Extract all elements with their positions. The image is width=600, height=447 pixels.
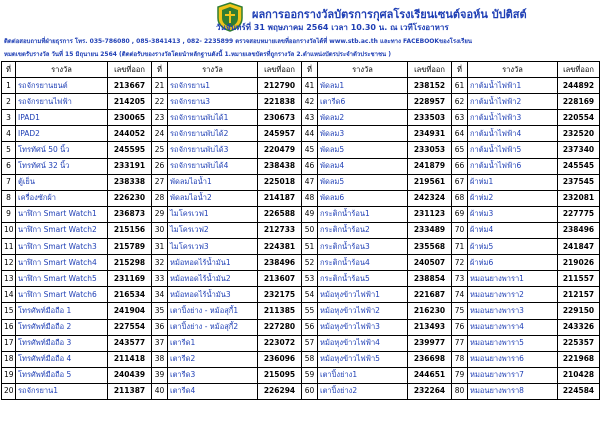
ticket-cell: 227554 (108, 319, 152, 335)
table-row (2, 239, 600, 255)
ticket-cell: 220479 (258, 142, 302, 158)
prize-cell: เตาปิ้งย่าง - หม้อสุกี้1 (168, 303, 258, 319)
prize-cell: เตาปิ้งย่าง1 (318, 367, 408, 383)
column-header: ที่ (302, 62, 318, 78)
rank-cell: 18 (2, 351, 16, 367)
prize-cell: โทรทัศน์ 32 นิ้ว (16, 158, 108, 174)
ticket-cell: 232520 (558, 126, 600, 142)
prize-cell: พัดลม1 (318, 78, 408, 94)
ticket-cell: 236873 (108, 206, 152, 222)
rank-cell: 34 (152, 287, 168, 303)
rank-cell: 7 (2, 174, 16, 190)
rank-cell: 67 (452, 174, 468, 190)
rank-cell: 19 (2, 367, 16, 383)
ticket-cell: 237340 (558, 142, 600, 158)
prize-cell: IPAD1 (16, 110, 108, 126)
ticket-cell: 216534 (108, 287, 152, 303)
prize-cell: เตารีด2 (168, 351, 258, 367)
prize-cell: พัดลม6 (318, 190, 408, 206)
ticket-cell: 233053 (408, 142, 452, 158)
ticket-cell: 224381 (258, 239, 302, 255)
rank-cell: 20 (2, 383, 16, 399)
prize-cell: หม้อทอดไร้น้ำมัน1 (168, 255, 258, 271)
prize-cell: หม้อหุงข้าวไฟฟ้า1 (318, 287, 408, 303)
prize-cell: พัดลม2 (318, 110, 408, 126)
prize-cell: รถจักรยานพับได้1 (168, 110, 258, 126)
rank-cell: 74 (452, 287, 468, 303)
rank-cell: 51 (302, 239, 318, 255)
prize-cell: กระติกน้ำร้อน4 (318, 255, 408, 271)
header (0, 0, 600, 60)
ticket-cell: 211418 (108, 351, 152, 367)
prize-cell: พัดลม5 (318, 142, 408, 158)
prize-cell: โทรทัศน์ 50 นิ้ว (16, 142, 108, 158)
rank-cell: 12 (2, 255, 16, 271)
ticket-cell: 216230 (408, 303, 452, 319)
rank-cell: 16 (2, 319, 16, 335)
rank-cell: 24 (152, 126, 168, 142)
prize-cell: หม้อหุงข้าวไฟฟ้า2 (318, 303, 408, 319)
ticket-cell: 236698 (408, 351, 452, 367)
table-row (2, 94, 600, 110)
ticket-cell: 239977 (408, 335, 452, 351)
ticket-cell: 240507 (408, 255, 452, 271)
ticket-cell: 212733 (258, 222, 302, 238)
rank-cell: 25 (152, 142, 168, 158)
prize-cell: หมอนยางพารา8 (468, 383, 558, 399)
rank-cell: 66 (452, 158, 468, 174)
ticket-cell: 214205 (108, 94, 152, 110)
table-row (2, 110, 600, 126)
ticket-cell: 219026 (558, 255, 600, 271)
ticket-cell: 226230 (108, 190, 152, 206)
ticket-cell: 230065 (108, 110, 152, 126)
ticket-cell: 220554 (558, 110, 600, 126)
rank-cell: 10 (2, 222, 16, 238)
prize-cell: ผ้าห่ม2 (468, 190, 558, 206)
rank-cell: 22 (152, 94, 168, 110)
ticket-cell: 212157 (558, 287, 600, 303)
column-header: เลขที่ออก (558, 62, 600, 78)
rank-cell: 9 (2, 206, 16, 222)
prize-cell: กาต้มน้ำไฟฟ้า5 (468, 142, 558, 158)
ticket-cell: 215095 (258, 367, 302, 383)
prize-cell: หมอนยางพารา6 (468, 351, 558, 367)
column-header: ที่ (452, 62, 468, 78)
table-row (2, 222, 600, 238)
prize-cell: พัดลม3 (318, 126, 408, 142)
prize-cell: รถจักรยาน1 (168, 78, 258, 94)
table-row (2, 319, 600, 335)
prize-cell: หม้อทอดไร้น้ำมัน2 (168, 271, 258, 287)
prize-cell: นาฬิกา Smart Watch4 (16, 255, 108, 271)
ticket-cell: 244052 (108, 126, 152, 142)
rank-cell: 44 (302, 126, 318, 142)
rank-cell: 79 (452, 367, 468, 383)
rank-cell: 17 (2, 335, 16, 351)
draw-date: วันจันทร์ที่ 31 พฤษภาคม 2564 เวลา 10.30 น. ณ เวทีโรงอาหาร (216, 23, 449, 32)
rank-cell: 5 (2, 142, 16, 158)
prize-cell: หม้อทอดไร้น้ำมัน3 (168, 287, 258, 303)
ticket-cell: 227280 (258, 319, 302, 335)
ticket-cell: 229150 (558, 303, 600, 319)
prize-cell: เตาปิ้งย่าง2 (318, 383, 408, 399)
ticket-cell: 228169 (558, 94, 600, 110)
prize-cell: ตู้เย็น (16, 174, 108, 190)
prize-cell: นาฬิกา Smart Watch2 (16, 222, 108, 238)
rank-cell: 52 (302, 255, 318, 271)
rank-cell: 41 (302, 78, 318, 94)
prize-cell: ผ้าห่ม1 (468, 174, 558, 190)
rank-cell: 69 (452, 206, 468, 222)
rank-cell: 42 (302, 94, 318, 110)
ticket-cell: 211557 (558, 271, 600, 287)
rank-cell: 58 (302, 351, 318, 367)
rank-cell: 61 (452, 78, 468, 94)
ticket-cell: 211387 (108, 383, 152, 399)
rank-cell: 60 (302, 383, 318, 399)
column-header: ที่ (152, 62, 168, 78)
prize-cell: พัดลม4 (318, 158, 408, 174)
prize-cell: ผ้าห่ม5 (468, 239, 558, 255)
table-row (2, 126, 600, 142)
ticket-cell: 238496 (558, 222, 600, 238)
rank-cell: 76 (452, 319, 468, 335)
rank-cell: 3 (2, 110, 16, 126)
table-row (2, 255, 600, 271)
ticket-cell: 243577 (108, 335, 152, 351)
ticket-cell: 221838 (258, 94, 302, 110)
rank-cell: 71 (452, 239, 468, 255)
prize-cell: รถจักรยานพับได้2 (168, 126, 258, 142)
rank-cell: 55 (302, 303, 318, 319)
table-row (2, 303, 600, 319)
column-header: เลขที่ออก (408, 62, 452, 78)
table-row (2, 383, 600, 399)
prize-cell: เตารีด4 (168, 383, 258, 399)
rank-cell: 31 (152, 239, 168, 255)
ticket-cell: 245595 (108, 142, 152, 158)
ticket-cell: 225357 (558, 335, 600, 351)
table-row (2, 367, 600, 383)
table-row (2, 335, 600, 351)
prize-cell: กระติกน้ำร้อน1 (318, 206, 408, 222)
ticket-cell: 213667 (108, 78, 152, 94)
ticket-cell: 226294 (258, 383, 302, 399)
prize-cell: พัดลมไอน้ำ2 (168, 190, 258, 206)
prize-cell: เตารีด3 (168, 367, 258, 383)
prize-cell: หมอนยางพารา7 (468, 367, 558, 383)
table-row (2, 271, 600, 287)
prize-cell: นาฬิกา Smart Watch6 (16, 287, 108, 303)
prize-cell: กาต้มน้ำไฟฟ้า3 (468, 110, 558, 126)
rank-cell: 14 (2, 287, 16, 303)
prize-cell: เตาปิ้งย่าง - หม้อสุกี้2 (168, 319, 258, 335)
ticket-cell: 245957 (258, 126, 302, 142)
ticket-cell: 238496 (258, 255, 302, 271)
prize-cell: รถจักรยานยนต์ (16, 78, 108, 94)
rank-cell: 65 (452, 142, 468, 158)
rank-cell: 53 (302, 271, 318, 287)
prize-cell: พัดลม5 (318, 174, 408, 190)
ticket-cell: 231169 (108, 271, 152, 287)
table-row (2, 142, 600, 158)
ticket-cell: 236096 (258, 351, 302, 367)
rank-cell: 2 (2, 94, 16, 110)
rank-cell: 33 (152, 271, 168, 287)
ticket-cell: 215298 (108, 255, 152, 271)
table-row (2, 174, 600, 190)
page-title: ผลการออกรางวัลบัตรการกุศลโรงเรียนเซนต์จอห์น บัปติสต์ (252, 8, 527, 21)
column-header: ที่ (2, 62, 16, 78)
ticket-cell: 219561 (408, 174, 452, 190)
rank-cell: 6 (2, 158, 16, 174)
rank-cell: 30 (152, 222, 168, 238)
column-header: รางวัล (16, 62, 108, 78)
ticket-cell: 228957 (408, 94, 452, 110)
prize-cell: กาต้มน้ำไฟฟ้า4 (468, 126, 558, 142)
ticket-cell: 233503 (408, 110, 452, 126)
prize-cell: ไมโครเวฟ2 (168, 222, 258, 238)
rank-cell: 40 (152, 383, 168, 399)
rank-cell: 21 (152, 78, 168, 94)
ticket-cell: 232264 (408, 383, 452, 399)
rank-cell: 26 (152, 158, 168, 174)
ticket-cell: 213493 (408, 319, 452, 335)
ticket-cell: 245545 (558, 158, 600, 174)
rank-cell: 73 (452, 271, 468, 287)
rank-cell: 75 (452, 303, 468, 319)
prize-cell: หมอนยางพารา5 (468, 335, 558, 351)
prize-cell: กระติกน้ำร้อน5 (318, 271, 408, 287)
rank-cell: 45 (302, 142, 318, 158)
prize-cell: หมอนยางพารา2 (468, 287, 558, 303)
table-body (2, 78, 600, 400)
prize-cell: ผ้าห่ม4 (468, 222, 558, 238)
prize-cell: โทรศัพท์มือถือ 3 (16, 335, 108, 351)
table-header-row (2, 62, 600, 78)
table-row (2, 78, 600, 94)
rank-cell: 50 (302, 222, 318, 238)
prize-cell: โทรศัพท์มือถือ 1 (16, 303, 108, 319)
contact-info: ติดต่อสอบถามที่ฝ่ายธุรการ โทร. 035-786080 , 085-3841413 , 082- 2235899 ตรวจสอบหมายเลขที่ออกรางวัลได้ที่ www.stb.ac.th และทาง FACEBOOKของโรงเรียน (4, 38, 472, 45)
rank-cell: 29 (152, 206, 168, 222)
rank-cell: 80 (452, 383, 468, 399)
rank-cell: 27 (152, 174, 168, 190)
rank-cell: 59 (302, 367, 318, 383)
column-header: รางวัล (318, 62, 408, 78)
ticket-cell: 210428 (558, 367, 600, 383)
ticket-cell: 225018 (258, 174, 302, 190)
prize-cell: นาฬิกา Smart Watch1 (16, 206, 108, 222)
prize-cell: IPAD2 (16, 126, 108, 142)
ticket-cell: 235568 (408, 239, 452, 255)
prize-cell: เครื่องซักผ้า (16, 190, 108, 206)
rank-cell: 36 (152, 319, 168, 335)
prize-cell: รถจักรยาน1 (16, 383, 108, 399)
prize-cell: นาฬิกา Smart Watch5 (16, 271, 108, 287)
rank-cell: 57 (302, 335, 318, 351)
ticket-cell: 240439 (108, 367, 152, 383)
ticket-cell: 237545 (558, 174, 600, 190)
rank-cell: 38 (152, 351, 168, 367)
prize-cell: หมอนยางพารา4 (468, 319, 558, 335)
prize-cell: ไมโครเวฟ1 (168, 206, 258, 222)
ticket-cell: 233489 (408, 222, 452, 238)
rank-cell: 15 (2, 303, 16, 319)
column-header: เลขที่ออก (108, 62, 152, 78)
ticket-cell: 238152 (408, 78, 452, 94)
ticket-cell: 242324 (408, 190, 452, 206)
rank-cell: 48 (302, 190, 318, 206)
ticket-cell: 241847 (558, 239, 600, 255)
ticket-cell: 221968 (558, 351, 600, 367)
rank-cell: 62 (452, 94, 468, 110)
prize-cell: หมอนยางพารา1 (468, 271, 558, 287)
rank-cell: 37 (152, 335, 168, 351)
rank-cell: 39 (152, 367, 168, 383)
prize-table (1, 61, 600, 400)
prize-cell: กาต้มน้ำไฟฟ้า2 (468, 94, 558, 110)
ticket-cell: 231123 (408, 206, 452, 222)
ticket-cell: 238338 (108, 174, 152, 190)
rank-cell: 11 (2, 239, 16, 255)
prize-cell: รถจักรยานพับได้4 (168, 158, 258, 174)
rank-cell: 56 (302, 319, 318, 335)
ticket-cell: 234931 (408, 126, 452, 142)
rank-cell: 54 (302, 287, 318, 303)
ticket-cell: 212790 (258, 78, 302, 94)
prize-cell: ผ้าห่ม6 (468, 255, 558, 271)
rank-cell: 28 (152, 190, 168, 206)
ticket-cell: 214187 (258, 190, 302, 206)
prize-cell: โทรศัพท์มือถือ 4 (16, 351, 108, 367)
rank-cell: 68 (452, 190, 468, 206)
prize-cell: โทรศัพท์มือถือ 2 (16, 319, 108, 335)
prize-cell: พัดลมไอน้ำ1 (168, 174, 258, 190)
ticket-cell: 211385 (258, 303, 302, 319)
ticket-cell: 221687 (408, 287, 452, 303)
ticket-cell: 243326 (558, 319, 600, 335)
prize-cell: ไมโครเวฟ3 (168, 239, 258, 255)
table-row (2, 158, 600, 174)
column-header: เลขที่ออก (258, 62, 302, 78)
rank-cell: 4 (2, 126, 16, 142)
ticket-cell: 241904 (108, 303, 152, 319)
ticket-cell: 230673 (258, 110, 302, 126)
prize-cell: ผ้าห่ม3 (468, 206, 558, 222)
prize-cell: รถจักรยานไฟฟ้า (16, 94, 108, 110)
prize-cell: รถจักรยานพับได้3 (168, 142, 258, 158)
column-header: รางวัล (468, 62, 558, 78)
table-row (2, 190, 600, 206)
ticket-cell: 244892 (558, 78, 600, 94)
ticket-cell: 215789 (108, 239, 152, 255)
rank-cell: 35 (152, 303, 168, 319)
ticket-cell: 227775 (558, 206, 600, 222)
ticket-cell: 232175 (258, 287, 302, 303)
prize-cell: หม้อหุงข้าวไฟฟ้า4 (318, 335, 408, 351)
ticket-cell: 232081 (558, 190, 600, 206)
ticket-cell: 233191 (108, 158, 152, 174)
prize-cell: กาต้มน้ำไฟฟ้า1 (468, 78, 558, 94)
rank-cell: 64 (452, 126, 468, 142)
rank-cell: 32 (152, 255, 168, 271)
prize-cell: หมอนยางพารา3 (468, 303, 558, 319)
claim-deadline: หมดเขตรับรางวัล วันที่ 15 มิถุนายน 2564 (ติดต่อรับของรางวัลโดยนำหลักฐานดังนี้ 1.หมายเลขบัตรที่ถูกรางวัล 2.ตำแหน่งบัตรประจำตัวประชาชน ) (4, 51, 391, 58)
ticket-cell: 226588 (258, 206, 302, 222)
rank-cell: 46 (302, 158, 318, 174)
prize-cell: กระติกน้ำร้อน2 (318, 222, 408, 238)
ticket-cell: 244651 (408, 367, 452, 383)
prize-cell: รถจักรยาน3 (168, 94, 258, 110)
prize-cell: เตารีด6 (318, 94, 408, 110)
rank-cell: 23 (152, 110, 168, 126)
prize-cell: หม้อหุงข้าวไฟฟ้า3 (318, 319, 408, 335)
rank-cell: 78 (452, 351, 468, 367)
prize-cell: กระติกน้ำร้อน3 (318, 239, 408, 255)
prize-cell: นาฬิกา Smart Watch3 (16, 239, 108, 255)
ticket-cell: 213607 (258, 271, 302, 287)
prize-cell: กาต้มน้ำไฟฟ้า6 (468, 158, 558, 174)
table-row (2, 351, 600, 367)
prize-cell: หม้อหุงข้าวไฟฟ้า5 (318, 351, 408, 367)
rank-cell: 47 (302, 174, 318, 190)
rank-cell: 77 (452, 335, 468, 351)
ticket-cell: 224584 (558, 383, 600, 399)
rank-cell: 1 (2, 78, 16, 94)
ticket-cell: 238854 (408, 271, 452, 287)
rank-cell: 63 (452, 110, 468, 126)
ticket-cell: 215156 (108, 222, 152, 238)
rank-cell: 49 (302, 206, 318, 222)
table-row (2, 287, 600, 303)
ticket-cell: 241879 (408, 158, 452, 174)
rank-cell: 43 (302, 110, 318, 126)
rank-cell: 13 (2, 271, 16, 287)
rank-cell: 72 (452, 255, 468, 271)
ticket-cell: 223072 (258, 335, 302, 351)
prize-cell: โทรศัพท์มือถือ 5 (16, 367, 108, 383)
prize-cell: เตารีด1 (168, 335, 258, 351)
ticket-cell: 238438 (258, 158, 302, 174)
rank-cell: 8 (2, 190, 16, 206)
table-row (2, 206, 600, 222)
column-header: รางวัล (168, 62, 258, 78)
rank-cell: 70 (452, 222, 468, 238)
